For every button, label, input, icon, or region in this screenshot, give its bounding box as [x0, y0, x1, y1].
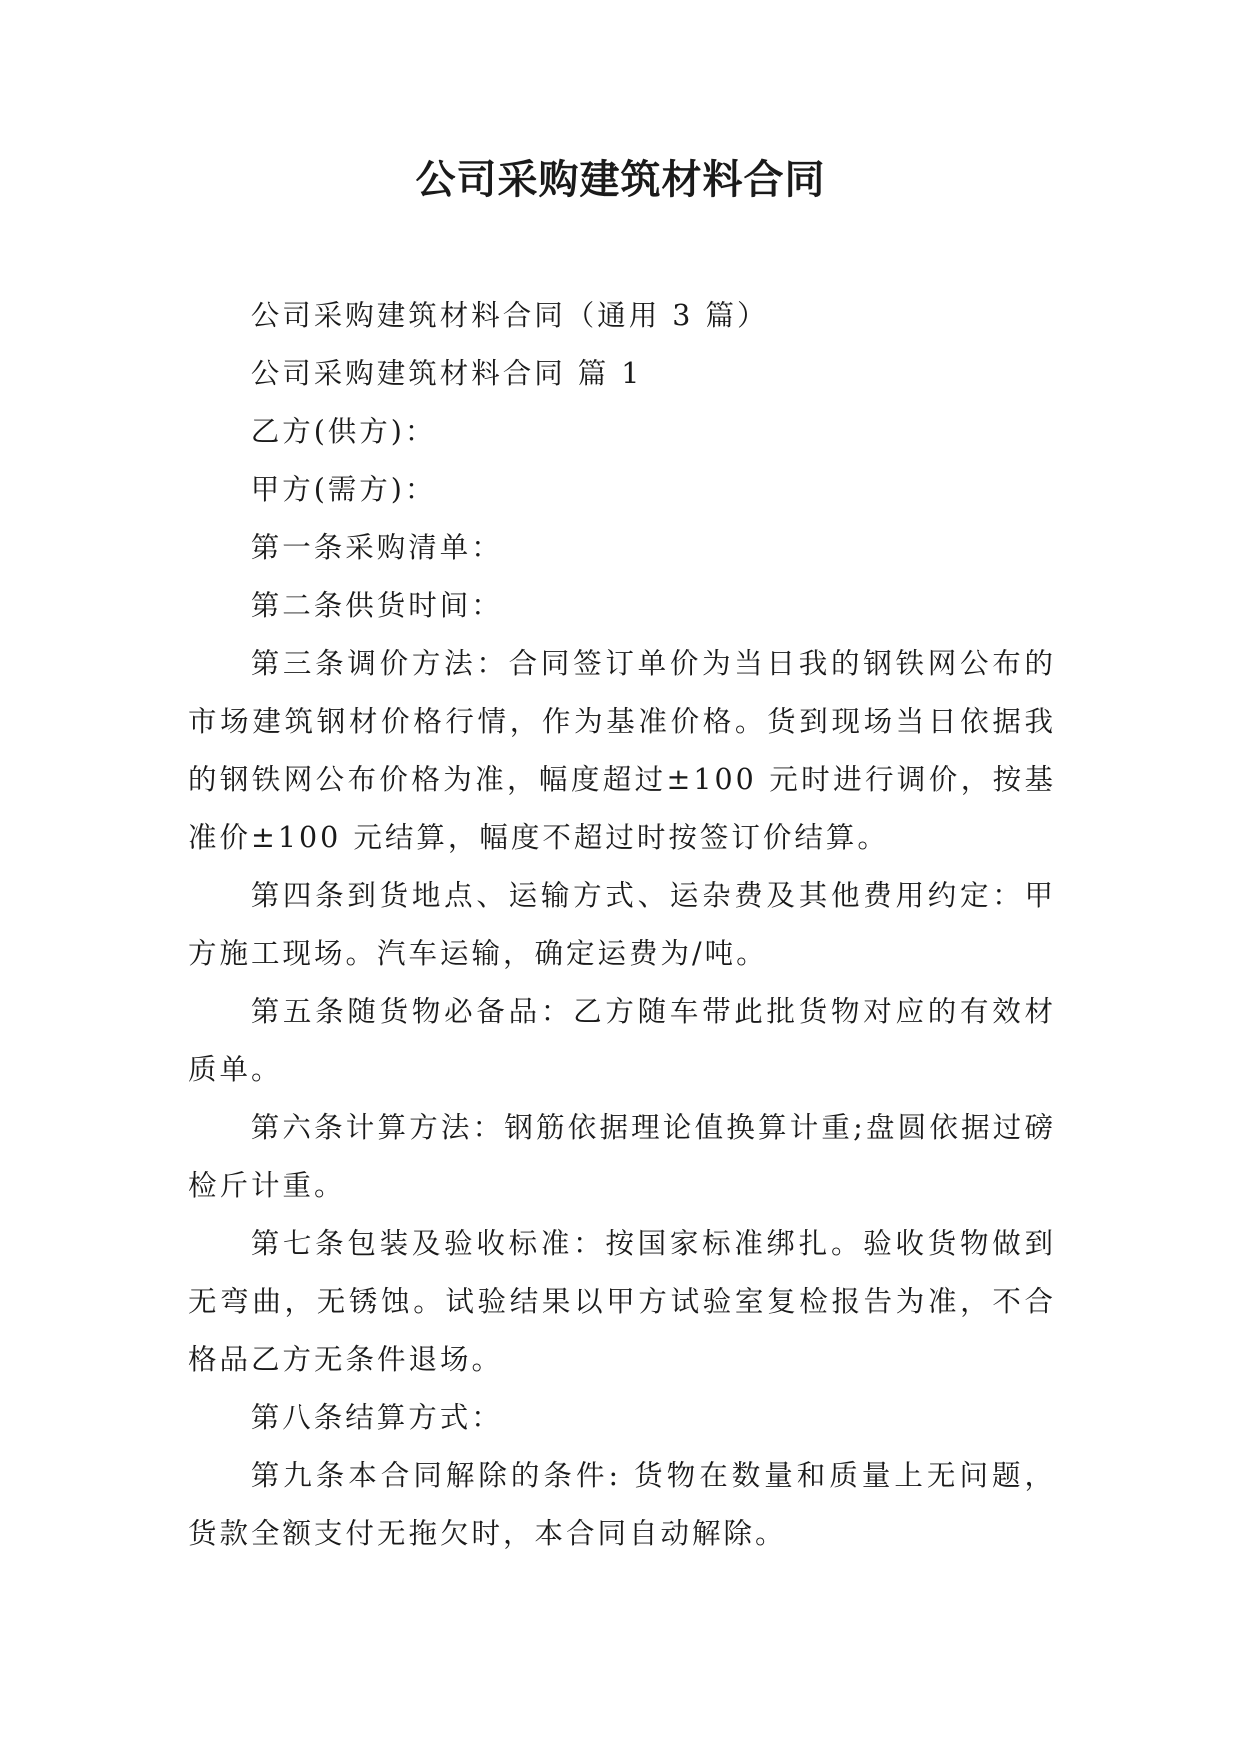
paragraph-article-7: 第七条包装及验收标准：按国家标准绑扎。验收货物做到无弯曲，无锈蚀。试验结果以甲方试验室复检报告为准，不合格品乙方无条件退场。 — [188, 1227, 1056, 1376]
paragraph-article-9: 第九条本合同解除的条件: 货物在数量和质量上无问题，货款全额支付无拖欠时，本合同自动解除。 — [188, 1459, 1056, 1550]
document-title: 公司采购建筑材料合同 — [415, 157, 826, 203]
paragraph-article-1: 第一条采购清单： — [250, 531, 503, 564]
paragraph-article-4: 第四条到货地点、运输方式、运杂费及其他费用约定：甲方施工现场。汽车运输，确定运费为/吨。 — [188, 879, 1056, 970]
paragraph-article-2: 第二条供货时间： — [250, 589, 503, 622]
paragraph-party-b: 乙方(供方)： — [250, 415, 437, 448]
paragraph-subtitle: 公司采购建筑材料合同（通用 3 篇） — [250, 299, 769, 332]
document-body — [188, 287, 1056, 1563]
paragraph-article-8: 第八条结算方式： — [250, 1401, 503, 1434]
paragraph-article-6: 第六条计算方法：钢筋依据理论值换算计重;盘圆依据过磅检斤计重。 — [188, 1111, 1056, 1202]
paragraph-section-heading: 公司采购建筑材料合同 篇 1 — [250, 357, 643, 390]
paragraph-party-a: 甲方(需方)： — [250, 473, 437, 506]
paragraph-article-5: 第五条随货物必备品：乙方随车带此批货物对应的有效材质单。 — [188, 995, 1056, 1086]
paragraph-article-3: 第三条调价方法：合同签订单价为当日我的钢铁网公布的市场建筑钢材价格行情，作为基准价格。货到现场当日依据我的钢铁网公布价格为准，幅度超过±100 元时进行调价，按基准价±100 元结算，幅度不超过时按签订价结算。 — [188, 647, 1056, 854]
